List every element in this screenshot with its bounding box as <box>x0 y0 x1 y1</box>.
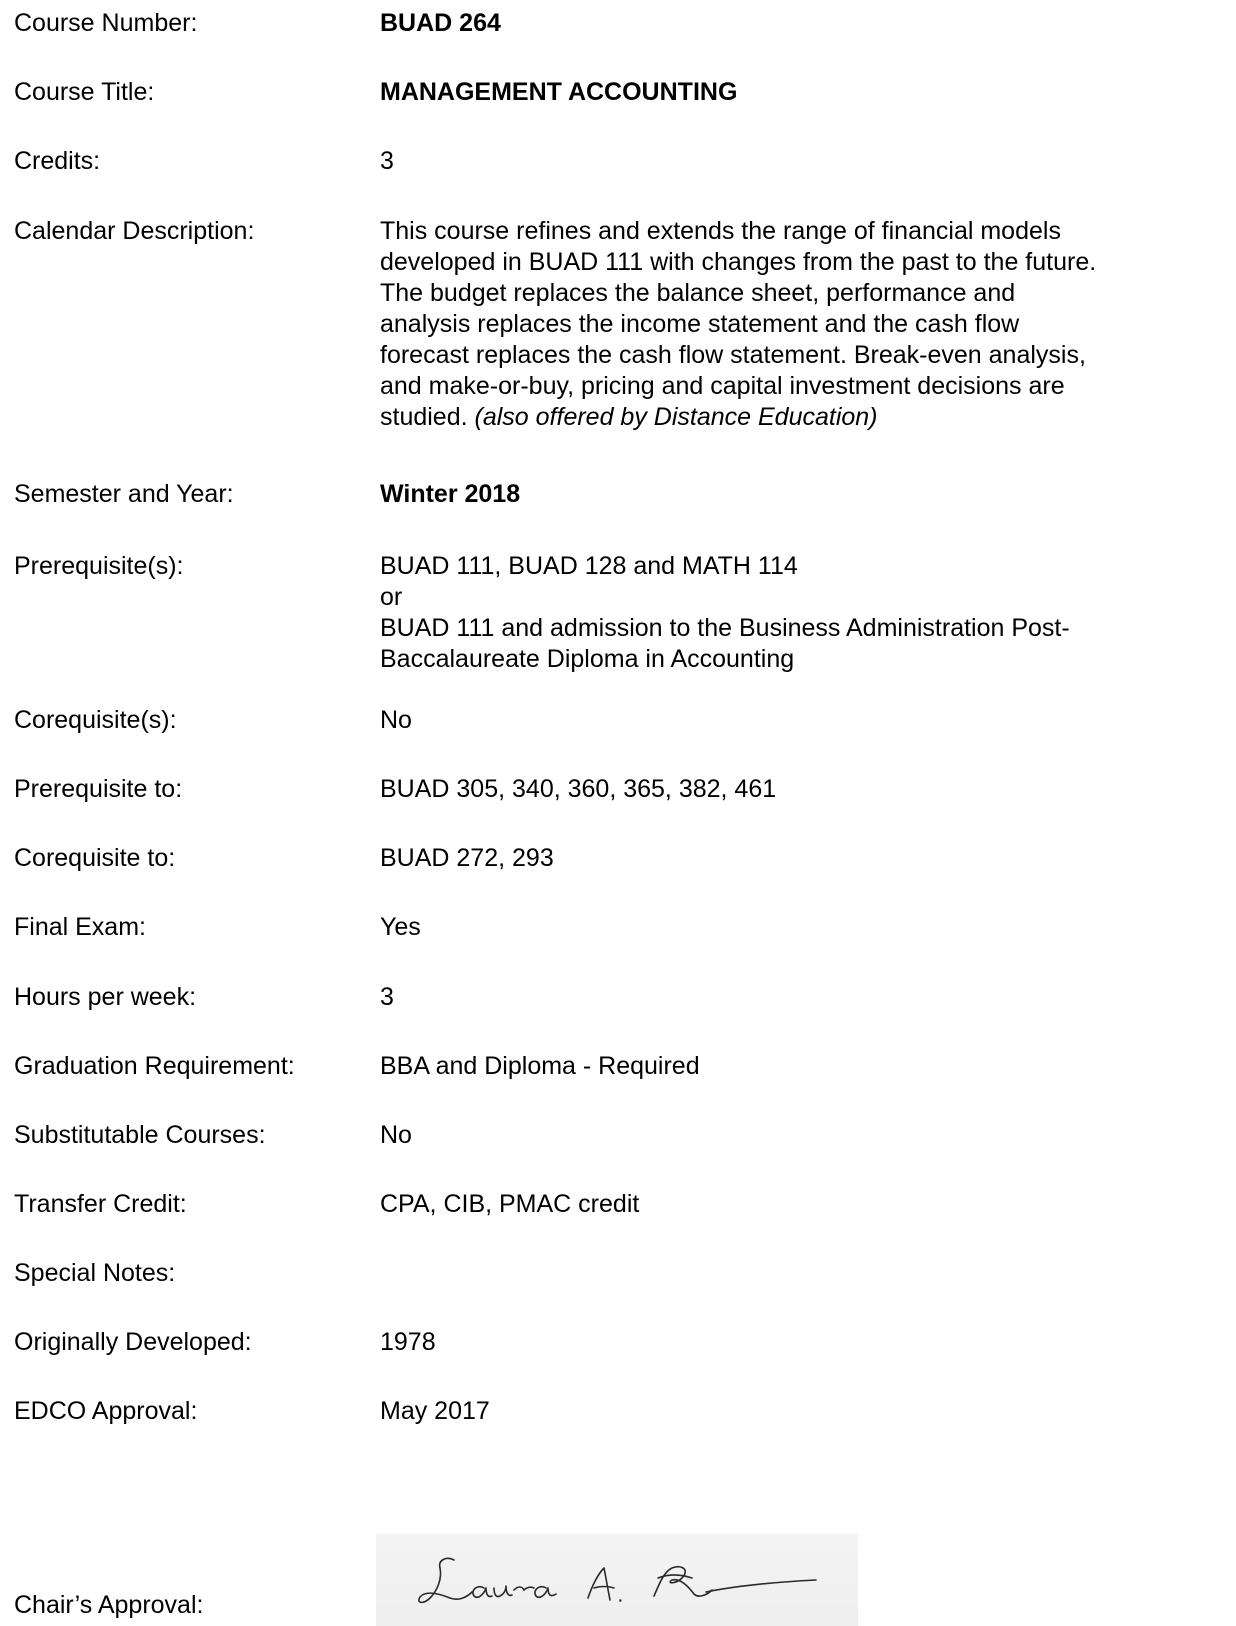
transfer-credit-value: CPA, CIB, PMAC credit <box>380 1190 640 1218</box>
description-line: forecast replaces the cash flow statement. Break-even analysis, <box>380 341 1086 369</box>
description-line-last <box>380 402 1210 433</box>
hours-per-week-label: Hours per week: <box>14 983 197 1011</box>
originally-developed-value: 1978 <box>380 1328 436 1356</box>
originally-developed-label: Originally Developed: <box>14 1328 252 1356</box>
graduation-requirement-value: BBA and Diploma - Required <box>380 1052 700 1080</box>
description-line: developed in BUAD 111 with changes from the past to the future. <box>380 248 1097 276</box>
course-number-value: BUAD 264 <box>380 9 501 37</box>
prerequisite-to-value: BUAD 305, 340, 360, 365, 382, 461 <box>380 775 777 803</box>
chair-approval-label: Chair’s Approval: <box>14 1591 204 1619</box>
corequisite-to-label: Corequisite to: <box>14 844 176 872</box>
edco-approval-label: EDCO Approval: <box>14 1397 198 1425</box>
substitutable-courses-label: Substitutable Courses: <box>14 1121 266 1149</box>
transfer-credit-label: Transfer Credit: <box>14 1190 187 1218</box>
final-exam-label: Final Exam: <box>14 913 146 941</box>
semester-label: Semester and Year: <box>14 480 234 508</box>
hours-per-week-value: 3 <box>380 983 394 1011</box>
corequisite-to-value: BUAD 272, 293 <box>380 844 554 872</box>
credits-value: 3 <box>380 147 394 175</box>
prerequisite-to-label: Prerequisite to: <box>14 775 183 803</box>
corequisites-value: No <box>380 706 412 734</box>
prerequisite-line: BUAD 111 and admission to the Business Administration Post- <box>380 614 1070 642</box>
description-line: and make-or-buy, pricing and capital investment decisions are <box>380 372 1065 400</box>
prerequisites-value <box>380 551 1210 675</box>
description-line: The budget replaces the balance sheet, performance and <box>380 279 1016 307</box>
substitutable-courses-value: No <box>380 1121 412 1149</box>
chair-signature-image <box>376 1534 858 1626</box>
edco-approval-value: May 2017 <box>380 1397 490 1425</box>
description-last-text: studied. <box>380 403 468 431</box>
course-title-label: Course Title: <box>14 78 155 106</box>
corequisites-label: Corequisite(s): <box>14 706 177 734</box>
calendar-description-value <box>380 216 1210 433</box>
graduation-requirement-label: Graduation Requirement: <box>14 1052 295 1080</box>
prerequisite-line: Baccalaureate Diploma in Accounting <box>380 645 795 673</box>
description-line: analysis replaces the income statement and the cash flow <box>380 310 1020 338</box>
signature-graphic <box>376 1534 858 1626</box>
course-title-value: MANAGEMENT ACCOUNTING <box>380 78 738 106</box>
prerequisite-line: BUAD 111, BUAD 128 and MATH 114 <box>380 552 798 580</box>
distance-education-note: (also offered by Distance Education) <box>474 403 878 431</box>
prerequisites-label: Prerequisite(s): <box>14 552 184 580</box>
final-exam-value: Yes <box>380 913 421 941</box>
special-notes-label: Special Notes: <box>14 1259 176 1287</box>
credits-label: Credits: <box>14 147 101 175</box>
description-line: This course refines and extends the range of financial models <box>380 217 1061 245</box>
course-number-label: Course Number: <box>14 9 198 37</box>
calendar-description-label: Calendar Description: <box>14 217 255 245</box>
prerequisite-line: or <box>380 583 403 611</box>
semester-value: Winter 2018 <box>380 480 521 508</box>
